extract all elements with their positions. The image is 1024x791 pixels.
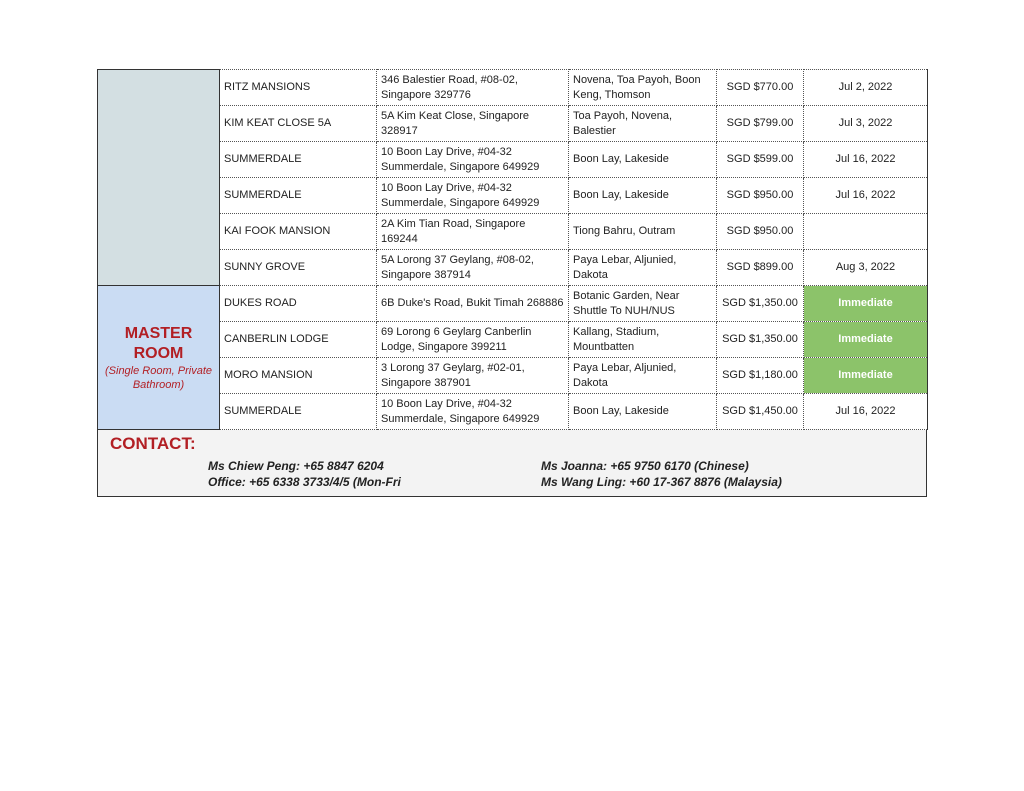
table-row [98, 70, 928, 106]
contact-title: CONTACT: [110, 434, 196, 453]
property-name: CANBERLIN LODGE [220, 322, 377, 358]
property-area: Toa Payoh, Novena, Balestier [569, 106, 717, 142]
availability: Jul 2, 2022 [804, 70, 928, 106]
property-name: SUMMERDALE [220, 142, 377, 178]
property-address: 346 Balestier Road, #08-02, Singapore 329776 [377, 70, 569, 106]
table-row [98, 142, 928, 178]
availability: Jul 3, 2022 [804, 106, 928, 142]
property-name: SUNNY GROVE [220, 250, 377, 286]
table-row [98, 358, 928, 394]
property-area: Boon Lay, Lakeside [569, 178, 717, 214]
table-row [98, 178, 928, 214]
property-price: SGD $1,450.00 [717, 394, 804, 430]
availability: Aug 3, 2022 [804, 250, 928, 286]
master-room-category-cell [98, 286, 220, 430]
table-row [98, 250, 928, 286]
contact-joanna: Ms Joanna: +65 9750 6170 (Chinese) [541, 459, 749, 473]
property-area: Paya Lebar, Aljunied, Dakota [569, 250, 717, 286]
availability-badge: Immediate [804, 286, 928, 322]
table-row [98, 286, 928, 322]
property-area: Boon Lay, Lakeside [569, 394, 717, 430]
availability-badge: Immediate [804, 358, 928, 394]
property-address: 69 Lorong 6 Geylarg Canberlin Lodge, Singapore 399211 [377, 322, 569, 358]
property-area: Kallang, Stadium, Mountbatten [569, 322, 717, 358]
property-price: SGD $1,180.00 [717, 358, 804, 394]
property-address: 5A Lorong 37 Geylang, #08-02, Singapore 387914 [377, 250, 569, 286]
availability-badge: Immediate [804, 322, 928, 358]
property-name: MORO MANSION [220, 358, 377, 394]
contact-office: Office: +65 6338 3733/4/5 (Mon-Fri [208, 475, 401, 489]
property-price: SGD $1,350.00 [717, 322, 804, 358]
room-listing-table [97, 69, 928, 430]
property-address: 6B Duke's Road, Bukit Timah 268886 [377, 286, 569, 322]
property-price: SGD $770.00 [717, 70, 804, 106]
property-address: 3 Lorong 37 Geylarg, #02-01, Singapore 387901 [377, 358, 569, 394]
property-price: SGD $899.00 [717, 250, 804, 286]
property-address: 10 Boon Lay Drive, #04-32 Summerdale, Singapore 649929 [377, 142, 569, 178]
property-price: SGD $799.00 [717, 106, 804, 142]
listing-sheet [97, 69, 927, 497]
property-price: SGD $950.00 [717, 178, 804, 214]
property-area: Tiong Bahru, Outram [569, 214, 717, 250]
property-area: Novena, Toa Payoh, Boon Keng, Thomson [569, 70, 717, 106]
availability: Jul 16, 2022 [804, 394, 928, 430]
category-title: MASTER ROOM [124, 324, 193, 362]
property-area: Botanic Garden, Near Shuttle To NUH/NUS [569, 286, 717, 322]
property-name: KIM KEAT CLOSE 5A [220, 106, 377, 142]
property-address: 10 Boon Lay Drive, #04-32 Summerdale, Singapore 649929 [377, 394, 569, 430]
table-row [98, 394, 928, 430]
common-room-category-cell [98, 70, 220, 286]
property-address: 5A Kim Keat Close, Singapore 328917 [377, 106, 569, 142]
property-name: RITZ MANSIONS [220, 70, 377, 106]
table-row [98, 322, 928, 358]
property-name: DUKES ROAD [220, 286, 377, 322]
contact-section [97, 430, 927, 497]
property-area: Boon Lay, Lakeside [569, 142, 717, 178]
property-name: KAI FOOK MANSION [220, 214, 377, 250]
contact-wang-ling: Ms Wang Ling: +60 17-367 8876 (Malaysia) [541, 475, 782, 489]
property-area: Paya Lebar, Aljunied, Dakota [569, 358, 717, 394]
property-price: SGD $599.00 [717, 142, 804, 178]
property-address: 10 Boon Lay Drive, #04-32 Summerdale, Singapore 649929 [377, 178, 569, 214]
availability: Jul 16, 2022 [804, 142, 928, 178]
availability [804, 214, 928, 250]
property-name: SUMMERDALE [220, 394, 377, 430]
category-subtitle: (Single Room, Private Bathroom) [105, 364, 212, 391]
property-address: 2A Kim Tian Road, Singapore 169244 [377, 214, 569, 250]
contact-chiew-peng: Ms Chiew Peng: +65 8847 6204 [208, 459, 384, 473]
property-price: SGD $950.00 [717, 214, 804, 250]
property-price: SGD $1,350.00 [717, 286, 804, 322]
table-row [98, 214, 928, 250]
property-name: SUMMERDALE [220, 178, 377, 214]
table-row [98, 106, 928, 142]
availability: Jul 16, 2022 [804, 178, 928, 214]
